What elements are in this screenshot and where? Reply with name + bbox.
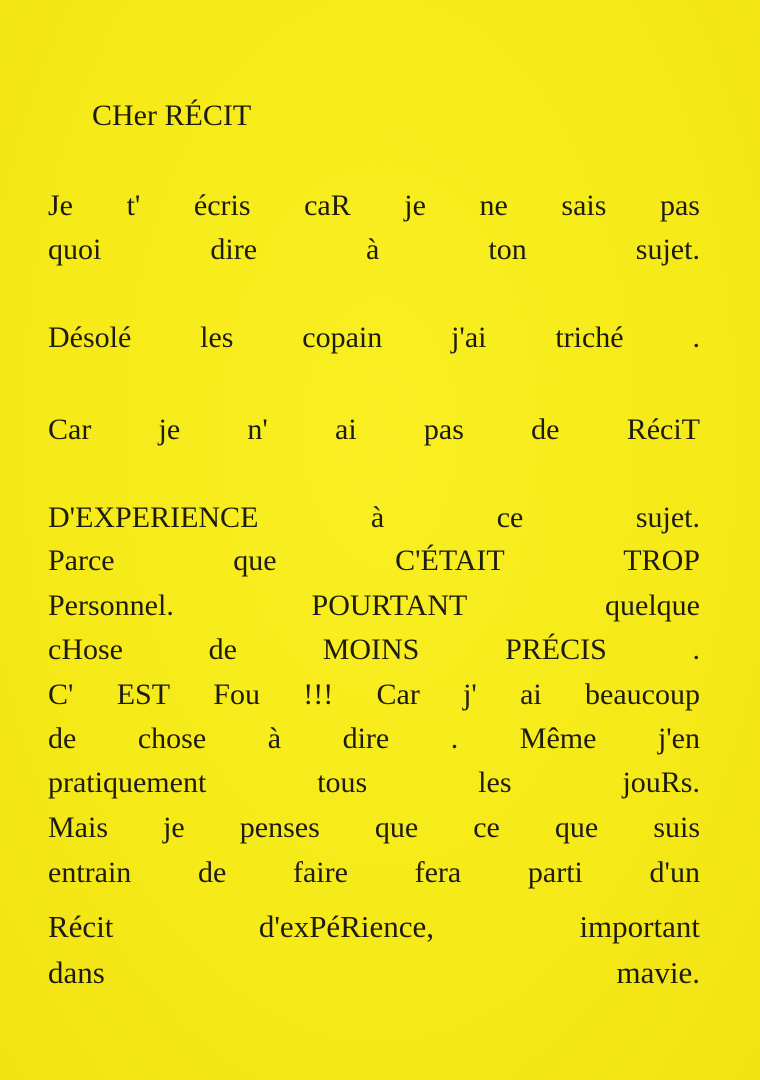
letter-word: à	[370, 501, 385, 534]
letter-word: Car	[48, 413, 92, 446]
letter-word: Récit	[48, 909, 114, 944]
letter-word: ne	[479, 189, 508, 222]
letter-word: j'ai	[451, 321, 487, 354]
letter-word: sujet.	[635, 501, 700, 534]
letter-word: TROP	[623, 544, 700, 577]
letter-word: de	[48, 722, 77, 755]
letter-word: tous	[317, 766, 368, 799]
letter-line	[48, 543, 700, 579]
letter-word: à	[267, 722, 282, 755]
letter-word: ce	[496, 501, 524, 534]
letter-word: fera	[414, 856, 462, 889]
letter-word: de	[531, 413, 560, 446]
letter-word: les	[478, 766, 512, 799]
letter-line	[48, 500, 700, 536]
letter-line	[48, 855, 700, 891]
letter-word: dire	[210, 233, 258, 266]
letter-word: que	[374, 811, 419, 844]
letter-line	[48, 810, 700, 846]
letter-word: écris	[193, 189, 251, 222]
letter-word: C'ÉTAIT	[395, 544, 505, 577]
letter-line	[48, 632, 700, 668]
letter-word: triché	[555, 321, 624, 354]
letter-word: Mais	[48, 811, 108, 844]
letter-word: d'un	[649, 856, 700, 889]
letter-word: de	[197, 856, 227, 889]
letter-word: parti	[527, 856, 583, 889]
letter-word: les	[200, 321, 234, 354]
letter-word: copain	[302, 321, 383, 354]
letter-word: pratiquement	[48, 766, 207, 799]
letter-word: caR	[304, 189, 351, 222]
letter-word: faire	[292, 856, 348, 889]
letter-line	[48, 677, 700, 713]
letter-line	[48, 588, 700, 624]
letter-word: !!!	[303, 678, 334, 711]
letter-word: mavie.	[616, 955, 700, 990]
letter-word: chose	[137, 722, 207, 755]
letter-line	[48, 320, 700, 356]
letter-word: sais	[561, 189, 607, 222]
letter-word: C'	[48, 678, 74, 711]
letter-word: dire	[342, 722, 390, 755]
letter-word: PRÉCIS	[505, 633, 607, 666]
letter-word: suis	[653, 811, 700, 844]
letter-word: beaucoup	[585, 678, 700, 711]
letter-word: EST	[116, 678, 171, 711]
letter-word: je	[158, 413, 181, 446]
letter-word: pas	[423, 413, 464, 446]
letter-word: sujet.	[635, 233, 700, 266]
letter-word: POURTANT	[311, 589, 468, 622]
letter-word: Personnel.	[48, 589, 174, 622]
letter-line	[48, 765, 700, 801]
letter-word: j'	[463, 678, 477, 711]
letter-word: que	[554, 811, 599, 844]
letter-word: MOINS	[322, 633, 420, 666]
letter-word: quelque	[605, 589, 700, 622]
letter-line	[48, 412, 700, 448]
letter-word: d'exPéRience,	[258, 909, 435, 944]
letter-word: quoi	[48, 233, 102, 266]
letter-word: .	[450, 722, 459, 755]
letter-word: RéciT	[626, 413, 700, 446]
letter-word: à	[366, 233, 380, 266]
letter-word: ai	[520, 678, 542, 711]
letter-line	[48, 188, 700, 224]
letter-word: jouRs.	[622, 766, 700, 799]
letter-line	[48, 955, 700, 991]
letter-word: Parce	[48, 544, 115, 577]
letter-word: que	[233, 544, 277, 577]
letter-line	[48, 909, 700, 945]
letter-line	[48, 232, 700, 268]
letter-word: t'	[126, 189, 141, 222]
letter-word: pas	[659, 189, 700, 222]
letter-word: cHose	[48, 633, 123, 666]
letter-word: Car	[376, 678, 420, 711]
letter-word: D'EXPERIENCE	[48, 501, 259, 534]
salutation: CHer RÉCIT	[92, 99, 252, 132]
letter-word: j'en	[657, 722, 700, 755]
letter-word: ai	[335, 413, 357, 446]
letter-word: ce	[473, 811, 500, 844]
letter-word: penses	[239, 811, 320, 844]
letter-word: important	[579, 909, 700, 944]
letter-word: je	[163, 811, 185, 844]
letter-line	[48, 721, 700, 757]
letter-word: Je	[48, 189, 73, 222]
letter-word: entrain	[48, 856, 132, 889]
letter-word: n'	[247, 413, 268, 446]
letter-word: de	[208, 633, 237, 666]
letter-word: je	[404, 189, 426, 222]
letter-word: .	[692, 321, 700, 354]
letter-word: dans	[48, 955, 105, 990]
letter-word: Même	[519, 722, 597, 755]
letter-word: .	[692, 633, 700, 666]
letter-word: ton	[488, 233, 527, 266]
letter-word: Fou	[213, 678, 260, 711]
letter-word: Désolé	[48, 321, 132, 354]
